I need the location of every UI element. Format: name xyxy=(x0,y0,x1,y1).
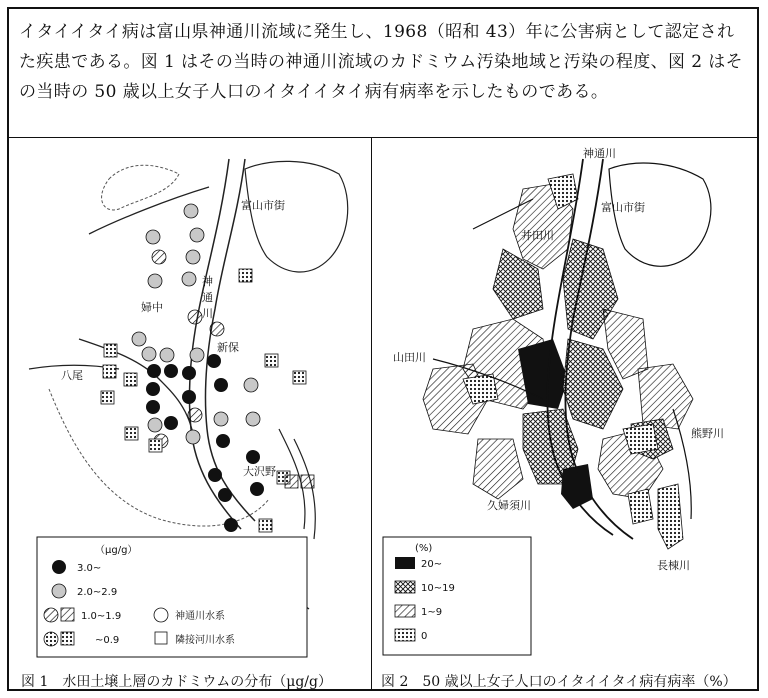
label-toyama: 富山市街 xyxy=(241,199,285,212)
figure-1-caption: 図 1 水田土壌上層のカドミウムの分布（μg/g） xyxy=(21,674,332,690)
label-jinzu-3: 川 xyxy=(202,307,213,320)
legend1-item-3: ~0.9 xyxy=(95,635,120,646)
figure-2-caption: 図 2 50 歳以上女子人口のイタイイタイ病有病率（%） xyxy=(381,674,737,690)
divider-vertical xyxy=(371,137,372,691)
legend2-item-2: 1~9 xyxy=(421,607,443,618)
label-nagatoko: 長棟川 xyxy=(657,559,690,572)
figure-1-legend xyxy=(37,537,307,657)
label-osawano: 大沢野 xyxy=(243,465,276,478)
label-toyama-2: 富山市街 xyxy=(601,201,645,214)
legend2-unit: (%) xyxy=(415,543,433,554)
label-fuchu: 婦中 xyxy=(141,301,163,314)
label-shinbo: 新保 xyxy=(217,341,239,354)
figure-1-panel xyxy=(9,139,370,690)
city-outline xyxy=(245,161,348,272)
legend1-item-2: 1.0~1.9 xyxy=(81,611,122,622)
label-jinzu: 神通川 xyxy=(583,147,616,160)
legend1-system-jinzu: 神通川水系 xyxy=(175,611,225,622)
label-kumano: 熊野川 xyxy=(691,427,724,440)
legend1-item-0: 3.0~ xyxy=(77,563,102,574)
figure-2-legend xyxy=(383,537,531,655)
label-yamada: 山田川 xyxy=(393,351,426,364)
label-jinzu-2: 通 xyxy=(202,291,213,304)
figure-2-panel xyxy=(373,139,757,690)
legend2-item-1: 10~19 xyxy=(421,583,455,594)
legend2-item-3: 0 xyxy=(421,631,428,642)
intro-paragraph: イタイイタイ病は富山県神通川流域に発生し、1968（昭和 43）年に公害病として認定された疾患である。図 1 はその当時の神通川流域のカドミウム汚染地域と汚染の程度、図 2 はその当時の 50 歳以上女子人口のイタイイタイ病有病率を示したものである。 xyxy=(19,22,744,102)
legend1-item-1: 2.0~2.9 xyxy=(77,587,118,598)
figure-2-map xyxy=(373,139,757,667)
legend2-item-0: 20~ xyxy=(421,559,443,570)
label-jinzu-1: 神 xyxy=(202,275,213,288)
document-frame xyxy=(7,7,759,691)
divider-horizontal xyxy=(9,137,757,138)
legend1-unit: （μg/g） xyxy=(95,545,138,556)
label-ida: 井田川 xyxy=(521,229,554,242)
legend1-system-adjacent: 隣接河川水系 xyxy=(175,635,235,646)
label-yatsuo: 八尾 xyxy=(61,369,83,382)
figure-1-map xyxy=(9,139,370,667)
label-kusuhara: 久婦須川 xyxy=(487,499,531,512)
